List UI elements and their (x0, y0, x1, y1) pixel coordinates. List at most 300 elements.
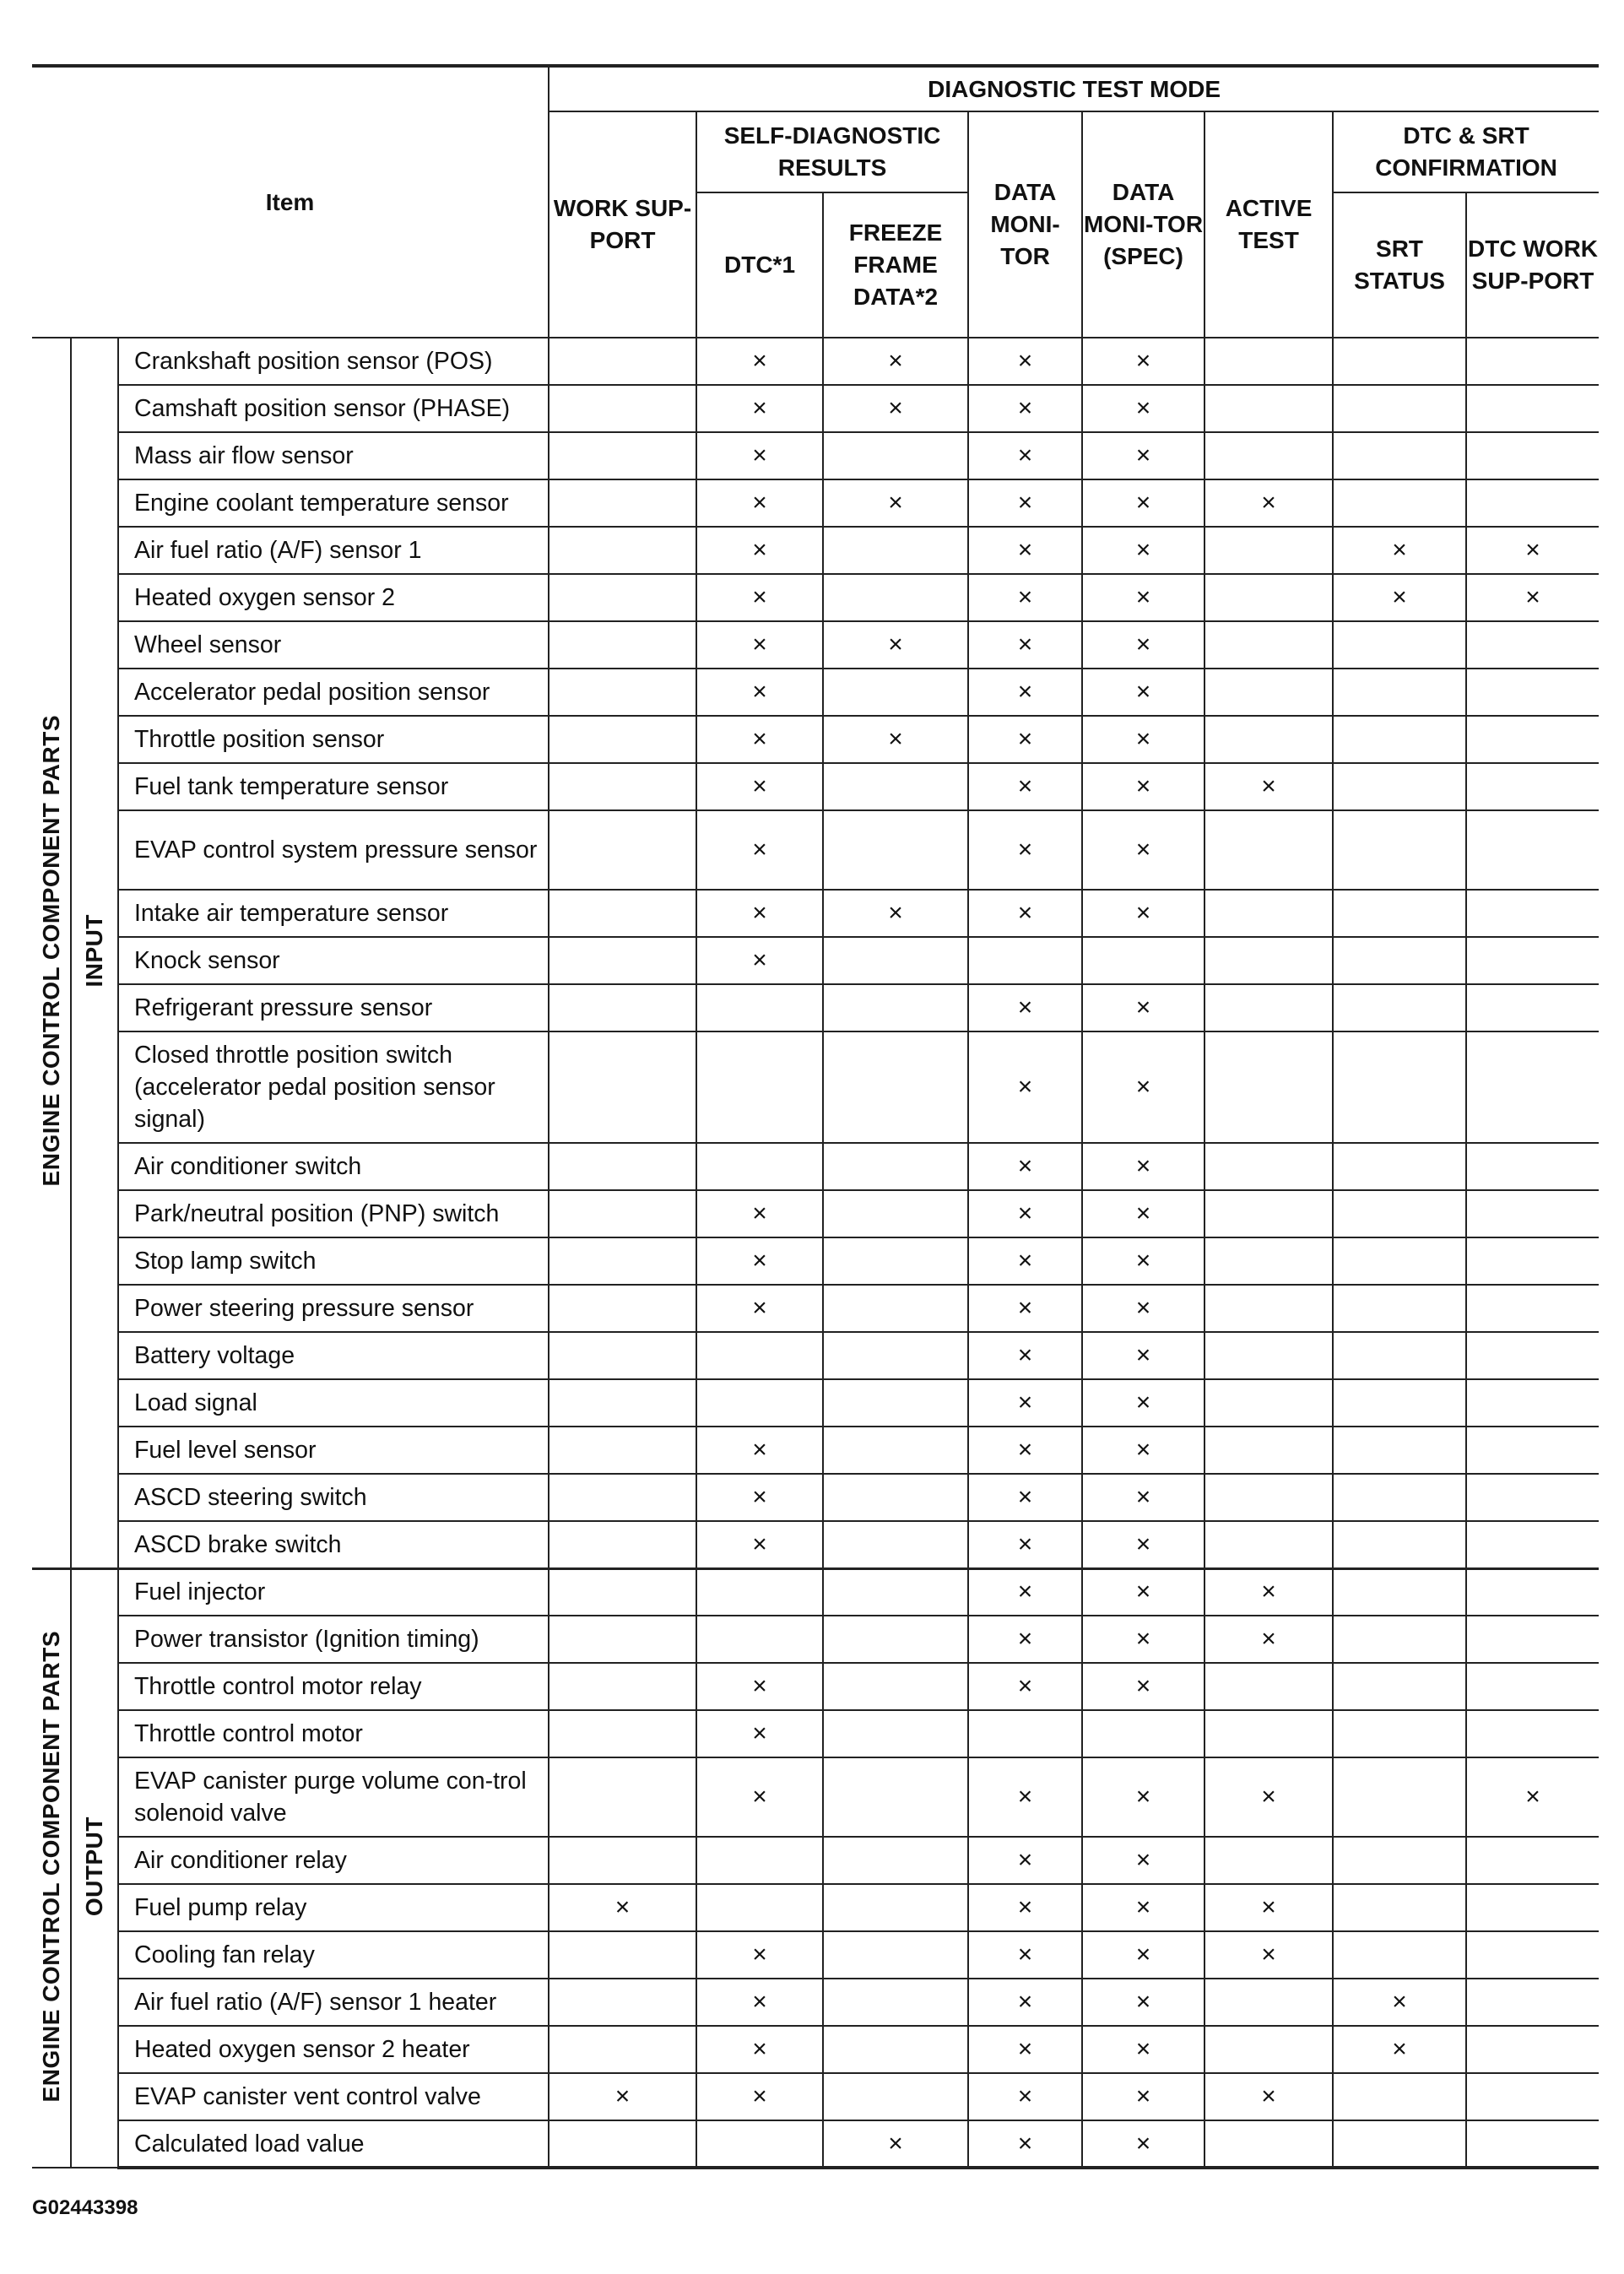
item-name: Fuel level sensor (118, 1427, 549, 1474)
mark-dtc-work-support (1466, 385, 1599, 432)
mark-srt-status (1333, 1474, 1466, 1521)
mark-dtc1: × (696, 2073, 823, 2120)
table-row (32, 527, 1599, 574)
mark-freeze-frame (823, 2073, 968, 2120)
table-header (32, 66, 1599, 338)
mark-dtc1: × (696, 1757, 823, 1837)
mark-dtc-work-support: × (1466, 574, 1599, 621)
mark-active-test (1204, 2120, 1333, 2168)
mark-active-test (1204, 2026, 1333, 2073)
table-row (32, 1757, 1599, 1837)
item-name: Throttle control motor relay (118, 1663, 549, 1710)
item-name: Fuel injector (118, 1568, 549, 1616)
item-name: Wheel sensor (118, 621, 549, 669)
mark-work-support (549, 984, 696, 1031)
mark-freeze-frame (823, 1837, 968, 1884)
table-row (32, 1332, 1599, 1379)
mark-active-test (1204, 984, 1333, 1031)
mark-active-test: × (1204, 479, 1333, 527)
mark-dtc1: × (696, 1521, 823, 1568)
group-direction-label: OUTPUT (81, 1816, 107, 1916)
mark-freeze-frame (823, 1332, 968, 1379)
mark-dtc-work-support: × (1466, 527, 1599, 574)
mark-dtc1: × (696, 621, 823, 669)
mark-data-monitor-spec (1082, 1710, 1204, 1757)
mark-data-monitor-spec: × (1082, 716, 1204, 763)
mark-work-support (549, 338, 696, 385)
mark-dtc1 (696, 984, 823, 1031)
mark-freeze-frame (823, 937, 968, 984)
mark-work-support (549, 937, 696, 984)
table-row (32, 1884, 1599, 1931)
mark-dtc1: × (696, 385, 823, 432)
mark-data-monitor-spec: × (1082, 1837, 1204, 1884)
mark-dtc-work-support (1466, 1568, 1599, 1616)
mark-dtc1: × (696, 574, 823, 621)
mark-dtc-work-support (1466, 1285, 1599, 1332)
mark-dtc1: × (696, 763, 823, 810)
mark-freeze-frame (823, 1568, 968, 1616)
header-diagnostic-test-mode: DIAGNOSTIC TEST MODE (549, 66, 1599, 111)
header-srt-status: SRT STATUS (1333, 192, 1466, 338)
mark-srt-status (1333, 1931, 1466, 1979)
table-row (32, 1521, 1599, 1568)
mark-dtc1: × (696, 527, 823, 574)
table-row (32, 1379, 1599, 1427)
mark-dtc-work-support (1466, 2026, 1599, 2073)
mark-freeze-frame: × (823, 716, 968, 763)
mark-freeze-frame: × (823, 621, 968, 669)
mark-dtc-work-support (1466, 763, 1599, 810)
mark-dtc-work-support (1466, 1616, 1599, 1663)
mark-data-monitor-spec: × (1082, 1427, 1204, 1474)
table-row (32, 716, 1599, 763)
mark-active-test: × (1204, 1568, 1333, 1616)
mark-active-test (1204, 890, 1333, 937)
mark-data-monitor: × (968, 574, 1082, 621)
mark-dtc-work-support (1466, 1190, 1599, 1237)
mark-dtc1 (696, 2120, 823, 2168)
mark-srt-status (1333, 1237, 1466, 1285)
mark-active-test (1204, 716, 1333, 763)
mark-data-monitor: × (968, 1979, 1082, 2026)
mark-data-monitor: × (968, 890, 1082, 937)
mark-data-monitor-spec: × (1082, 810, 1204, 890)
mark-data-monitor-spec (1082, 937, 1204, 984)
item-name: Camshaft position sensor (PHASE) (118, 385, 549, 432)
mark-work-support (549, 1521, 696, 1568)
mark-data-monitor-spec: × (1082, 338, 1204, 385)
mark-work-support (549, 1427, 696, 1474)
mark-data-monitor-spec: × (1082, 1884, 1204, 1931)
mark-active-test (1204, 338, 1333, 385)
mark-data-monitor-spec: × (1082, 574, 1204, 621)
mark-active-test (1204, 1427, 1333, 1474)
mark-dtc-work-support (1466, 1031, 1599, 1143)
mark-work-support: × (549, 1884, 696, 1931)
mark-work-support (549, 669, 696, 716)
table-row (32, 385, 1599, 432)
mark-srt-status (1333, 1521, 1466, 1568)
mark-srt-status (1333, 1285, 1466, 1332)
mark-dtc1: × (696, 2026, 823, 2073)
mark-work-support (549, 2120, 696, 2168)
mark-data-monitor-spec: × (1082, 890, 1204, 937)
mark-dtc-work-support (1466, 1237, 1599, 1285)
header-work-support: WORK SUP-PORT (549, 111, 696, 338)
table-row (32, 574, 1599, 621)
mark-freeze-frame (823, 574, 968, 621)
mark-dtc-work-support (1466, 810, 1599, 890)
mark-data-monitor-spec: × (1082, 1237, 1204, 1285)
mark-freeze-frame (823, 432, 968, 479)
table-row (32, 763, 1599, 810)
mark-srt-status: × (1333, 2026, 1466, 2073)
mark-work-support (549, 1663, 696, 1710)
mark-active-test: × (1204, 2073, 1333, 2120)
mark-active-test (1204, 1332, 1333, 1379)
mark-dtc-work-support (1466, 937, 1599, 984)
mark-dtc1: × (696, 1979, 823, 2026)
item-name: Throttle control motor (118, 1710, 549, 1757)
table-row (32, 984, 1599, 1031)
mark-dtc-work-support (1466, 621, 1599, 669)
mark-srt-status (1333, 1884, 1466, 1931)
mark-dtc-work-support (1466, 1332, 1599, 1379)
mark-freeze-frame (823, 1884, 968, 1931)
mark-data-monitor: × (968, 1474, 1082, 1521)
group-direction-cell (71, 338, 118, 1568)
mark-active-test: × (1204, 1884, 1333, 1931)
mark-srt-status: × (1333, 1979, 1466, 2026)
table-row (32, 890, 1599, 937)
mark-dtc-work-support (1466, 984, 1599, 1031)
mark-work-support (549, 527, 696, 574)
table-row (32, 1427, 1599, 1474)
mark-data-monitor: × (968, 1427, 1082, 1474)
table-row (32, 1979, 1599, 2026)
mark-freeze-frame (823, 527, 968, 574)
mark-data-monitor: × (968, 1143, 1082, 1190)
mark-srt-status (1333, 1568, 1466, 1616)
mark-srt-status (1333, 1143, 1466, 1190)
item-name: Air fuel ratio (A/F) sensor 1 heater (118, 1979, 549, 2026)
mark-data-monitor: × (968, 1757, 1082, 1837)
mark-dtc1: × (696, 1474, 823, 1521)
mark-work-support (549, 1710, 696, 1757)
mark-srt-status: × (1333, 574, 1466, 621)
table-row (32, 621, 1599, 669)
mark-dtc1: × (696, 1427, 823, 1474)
item-name: Air conditioner switch (118, 1143, 549, 1190)
mark-dtc-work-support (1466, 338, 1599, 385)
mark-freeze-frame (823, 1710, 968, 1757)
mark-dtc-work-support (1466, 1143, 1599, 1190)
diagnostic-test-mode-table (32, 64, 1599, 2169)
mark-dtc1: × (696, 1237, 823, 1285)
mark-data-monitor: × (968, 621, 1082, 669)
table-row (32, 1474, 1599, 1521)
mark-freeze-frame (823, 984, 968, 1031)
group-direction-label: INPUT (81, 914, 107, 988)
table-body (32, 338, 1599, 2168)
table-row (32, 1568, 1599, 1616)
item-name: Cooling fan relay (118, 1931, 549, 1979)
mark-dtc1 (696, 1031, 823, 1143)
mark-freeze-frame (823, 669, 968, 716)
mark-work-support: × (549, 2073, 696, 2120)
mark-dtc-work-support (1466, 1521, 1599, 1568)
mark-data-monitor-spec: × (1082, 1931, 1204, 1979)
mark-work-support (549, 1237, 696, 1285)
mark-active-test (1204, 1031, 1333, 1143)
group-direction-cell (71, 1568, 118, 2168)
mark-data-monitor-spec: × (1082, 1285, 1204, 1332)
mark-data-monitor-spec: × (1082, 2026, 1204, 2073)
header-active-test: ACTIVE TEST (1204, 111, 1333, 338)
table-row (32, 937, 1599, 984)
mark-dtc1 (696, 1379, 823, 1427)
mark-dtc-work-support (1466, 1884, 1599, 1931)
mark-srt-status: × (1333, 527, 1466, 574)
mark-srt-status (1333, 984, 1466, 1031)
item-name: Calculated load value (118, 2120, 549, 2168)
mark-data-monitor-spec: × (1082, 1616, 1204, 1663)
mark-data-monitor-spec: × (1082, 527, 1204, 574)
mark-srt-status (1333, 2120, 1466, 2168)
table-row (32, 1616, 1599, 1663)
mark-data-monitor: × (968, 2073, 1082, 2120)
mark-dtc1: × (696, 716, 823, 763)
mark-srt-status (1333, 810, 1466, 890)
mark-srt-status (1333, 1616, 1466, 1663)
mark-work-support (549, 1190, 696, 1237)
figure-id: G02443398 (32, 2196, 138, 2219)
mark-srt-status (1333, 432, 1466, 479)
mark-freeze-frame (823, 1379, 968, 1427)
header-dtc-srt-confirmation: DTC & SRT CONFIRMATION (1333, 111, 1599, 192)
mark-dtc-work-support (1466, 1931, 1599, 1979)
table-row (32, 1663, 1599, 1710)
mark-active-test: × (1204, 1757, 1333, 1837)
mark-freeze-frame (823, 1663, 968, 1710)
item-name: Mass air flow sensor (118, 432, 549, 479)
mark-data-monitor (968, 1710, 1082, 1757)
mark-freeze-frame (823, 1521, 968, 1568)
mark-work-support (549, 1568, 696, 1616)
mark-active-test (1204, 937, 1333, 984)
item-name: Air conditioner relay (118, 1837, 549, 1884)
mark-work-support (549, 2026, 696, 2073)
item-name: Power steering pressure sensor (118, 1285, 549, 1332)
mark-data-monitor-spec: × (1082, 2120, 1204, 2168)
table-row (32, 1710, 1599, 1757)
mark-srt-status (1333, 1427, 1466, 1474)
mark-active-test (1204, 385, 1333, 432)
mark-active-test (1204, 669, 1333, 716)
mark-data-monitor-spec: × (1082, 763, 1204, 810)
mark-dtc-work-support (1466, 1663, 1599, 1710)
mark-data-monitor: × (968, 1332, 1082, 1379)
mark-dtc1 (696, 1143, 823, 1190)
mark-dtc1: × (696, 1190, 823, 1237)
mark-data-monitor: × (968, 479, 1082, 527)
mark-freeze-frame (823, 1285, 968, 1332)
mark-data-monitor-spec: × (1082, 1568, 1204, 1616)
table-row (32, 479, 1599, 527)
mark-freeze-frame (823, 1031, 968, 1143)
mark-data-monitor-spec: × (1082, 984, 1204, 1031)
mark-dtc-work-support (1466, 1710, 1599, 1757)
item-name: EVAP control system pressure sensor (118, 810, 549, 890)
table-row (32, 2026, 1599, 2073)
mark-dtc1: × (696, 432, 823, 479)
mark-freeze-frame: × (823, 479, 968, 527)
item-name: Throttle position sensor (118, 716, 549, 763)
mark-data-monitor: × (968, 810, 1082, 890)
item-name: Fuel pump relay (118, 1884, 549, 1931)
item-name: Heated oxygen sensor 2 heater (118, 2026, 549, 2073)
mark-dtc-work-support (1466, 479, 1599, 527)
mark-srt-status (1333, 1190, 1466, 1237)
group-category-cell (32, 1568, 71, 2168)
mark-active-test (1204, 810, 1333, 890)
mark-data-monitor-spec: × (1082, 1143, 1204, 1190)
mark-dtc1 (696, 1884, 823, 1931)
mark-work-support (549, 1031, 696, 1143)
mark-freeze-frame (823, 1237, 968, 1285)
item-name: Fuel tank temperature sensor (118, 763, 549, 810)
table-row (32, 669, 1599, 716)
mark-active-test (1204, 527, 1333, 574)
table-row (32, 338, 1599, 385)
item-name: Knock sensor (118, 937, 549, 984)
mark-dtc-work-support (1466, 890, 1599, 937)
mark-dtc1 (696, 1332, 823, 1379)
mark-freeze-frame (823, 810, 968, 890)
mark-active-test (1204, 1837, 1333, 1884)
mark-data-monitor: × (968, 1663, 1082, 1710)
mark-dtc1: × (696, 1710, 823, 1757)
mark-dtc1: × (696, 669, 823, 716)
mark-work-support (549, 479, 696, 527)
mark-srt-status (1333, 1757, 1466, 1837)
mark-dtc-work-support (1466, 716, 1599, 763)
mark-active-test: × (1204, 763, 1333, 810)
mark-data-monitor-spec: × (1082, 1474, 1204, 1521)
mark-freeze-frame (823, 1474, 968, 1521)
group-category-label: ENGINE CONTROL COMPONENT PARTS (37, 1630, 64, 2102)
table-row (32, 1031, 1599, 1143)
mark-data-monitor: × (968, 527, 1082, 574)
mark-work-support (549, 1837, 696, 1884)
mark-srt-status (1333, 1332, 1466, 1379)
mark-freeze-frame (823, 1616, 968, 1663)
mark-data-monitor: × (968, 1616, 1082, 1663)
mark-srt-status (1333, 1031, 1466, 1143)
mark-work-support (549, 1285, 696, 1332)
mark-dtc1: × (696, 479, 823, 527)
header-data-monitor: DATA MONI-TOR (968, 111, 1082, 338)
mark-srt-status (1333, 621, 1466, 669)
table-row (32, 1190, 1599, 1237)
mark-freeze-frame (823, 1757, 968, 1837)
mark-srt-status (1333, 669, 1466, 716)
mark-data-monitor: × (968, 984, 1082, 1031)
item-name: Heated oxygen sensor 2 (118, 574, 549, 621)
mark-data-monitor-spec: × (1082, 621, 1204, 669)
mark-dtc-work-support (1466, 2073, 1599, 2120)
mark-active-test: × (1204, 1616, 1333, 1663)
table-row (32, 432, 1599, 479)
mark-work-support (549, 1332, 696, 1379)
mark-data-monitor: × (968, 1031, 1082, 1143)
mark-dtc-work-support: × (1466, 1757, 1599, 1837)
table-row (32, 1237, 1599, 1285)
mark-dtc-work-support (1466, 1379, 1599, 1427)
table-row (32, 1143, 1599, 1190)
mark-dtc1: × (696, 937, 823, 984)
mark-data-monitor-spec: × (1082, 1757, 1204, 1837)
mark-freeze-frame (823, 1931, 968, 1979)
mark-dtc-work-support (1466, 1979, 1599, 2026)
mark-work-support (549, 810, 696, 890)
mark-active-test (1204, 1663, 1333, 1710)
mark-data-monitor: × (968, 1931, 1082, 1979)
mark-data-monitor (968, 937, 1082, 984)
item-name: EVAP canister purge volume con-trol solenoid valve (118, 1757, 549, 1837)
mark-work-support (549, 385, 696, 432)
mark-dtc1 (696, 1568, 823, 1616)
mark-work-support (549, 763, 696, 810)
mark-srt-status (1333, 937, 1466, 984)
mark-active-test (1204, 1710, 1333, 1757)
mark-data-monitor-spec: × (1082, 1979, 1204, 2026)
mark-dtc1: × (696, 810, 823, 890)
mark-data-monitor: × (968, 669, 1082, 716)
mark-data-monitor: × (968, 1237, 1082, 1285)
table-row (32, 1931, 1599, 1979)
mark-srt-status (1333, 385, 1466, 432)
mark-freeze-frame (823, 1143, 968, 1190)
mark-data-monitor-spec: × (1082, 1663, 1204, 1710)
mark-active-test (1204, 1979, 1333, 2026)
table-row (32, 1285, 1599, 1332)
mark-srt-status (1333, 1663, 1466, 1710)
mark-data-monitor: × (968, 432, 1082, 479)
mark-data-monitor: × (968, 2026, 1082, 2073)
mark-work-support (549, 716, 696, 763)
mark-freeze-frame (823, 763, 968, 810)
mark-data-monitor: × (968, 338, 1082, 385)
group-category-cell (32, 338, 71, 1568)
mark-srt-status (1333, 2073, 1466, 2120)
mark-data-monitor: × (968, 716, 1082, 763)
mark-freeze-frame: × (823, 890, 968, 937)
mark-data-monitor-spec: × (1082, 385, 1204, 432)
header-data-monitor-spec: DATA MONI-TOR (SPEC) (1082, 111, 1204, 338)
mark-work-support (549, 432, 696, 479)
mark-data-monitor: × (968, 1521, 1082, 1568)
mark-dtc-work-support (1466, 1474, 1599, 1521)
mark-srt-status (1333, 890, 1466, 937)
mark-freeze-frame: × (823, 385, 968, 432)
mark-work-support (549, 1616, 696, 1663)
item-name: Stop lamp switch (118, 1237, 549, 1285)
mark-data-monitor-spec: × (1082, 1379, 1204, 1427)
mark-dtc-work-support (1466, 1837, 1599, 1884)
mark-freeze-frame (823, 1427, 968, 1474)
